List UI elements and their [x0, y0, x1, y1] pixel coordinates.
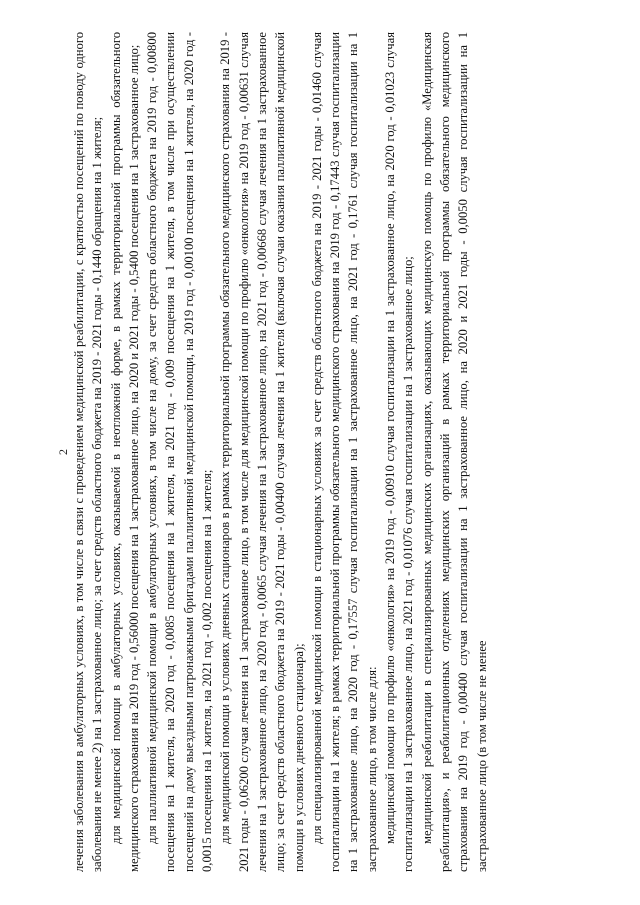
paragraph-7: медицинской реабилитации в специализированных медицинских организациях, оказывающих медицинскую помощь по профилю «Медицинская реабилитация», и реабилитационных отделениях медицинских организаций в рамках территориальной программы обязательного медицинского страхования на 2019 год - 0,00400 случая госпитализации на 1 застрахованное лицо, на 2020 и 2021 годы - 0,0050 случая госпитализации на 1 застрахованное лицо (в том числе не менее [419, 32, 489, 872]
paragraph-3: для паллиативной медицинской помощи в амбулаторных условиях, в том числе на дому, за счет средств областного бюджета на 2019 год - 0,00800 посещения на 1 жителя, на 2020 год - 0,0085 посещения на 1 жителя, на 2021 год - 0,009 посещения на 1 жителя, в том числе при осуществлении посещений на дому выездными патронажными бригадами паллиативной медицинской помощи, на 2019 год - 0,00100 посещения на 1 жителя, на 2020 год - 0,0015 посещения на 1 жителя, на 2021 год - 0,002 посещения на 1 жителя; [145, 32, 215, 872]
body-text [70, 32, 491, 872]
paragraph-5: для специализированной медицинской помощи в стационарных условиях за счет средств областного бюджета на 2019 - 2021 годы - 0,01460 случая госпитализации на 1 жителя; в рамках территориальной программы обязательного медицинского страхования на 2019 год - 0,17443 случая госпитализации на 1 застрахованное лицо, на 2020 год - 0,17557 случая госпитализации на 1 застрахованное лицо, на 2021 год - 0,1761 случая госпитализации на 1 застрахованное лицо, в том числе для: [309, 32, 379, 872]
paragraph-4: для медицинской помощи в условиях дневных стационаров в рамках территориальной программы обязательного медицинского страхования на 2019 - 2021 годы - 0,06200 случая лечения на 1 застрахованное лицо, в том числе для медицинской помощи по профилю «онкология» на 2019 год - 0,00631 случая лечения на 1 застрахованное лицо, на 2020 год - 0,0065 случая лечения на 1 застрахованное лицо, на 2021 год - 0,00668 случая лечения на 1 застрахованное лицо; за счет средств областного бюджета на 2019 - 2021 годы - 0,00400 случая лечения на 1 жителя (включая случаи оказания паллиативной медицинской помощи в условиях дневного стационара); [218, 32, 306, 872]
rotated-text-block [52, 32, 584, 872]
paragraph-2: для медицинской помощи в амбулаторных условиях, оказываемой в неотложной форме, в рамках территориальной программы обязательного медицинского страхования на 2019 год - 0,56000 посещения на 1 застрахованное лицо, на 2020 и 2021 годы - 0,5400 посещения на 1 застрахованное лицо; [108, 32, 141, 872]
page-number: 2 [56, 449, 70, 455]
paragraph-1: лечения заболевания в амбулаторных условиях, в том числе в связи с проведением медицинской реабилитации, с кратностью посещений по поводу одного заболевания не менее 2) на 1 застрахованное лицо; за счет средств областного бюджета на 2019 - 2021 годы - 0,1440 обращения на 1 жителя; [72, 32, 105, 872]
paragraph-6: медицинской помощи по профилю «онкология» на 2019 год - 0,00910 случая госпитализации на 1 застрахованное лицо, на 2020 год - 0,01023 случая госпитализации на 1 застрахованное лицо, на 2021 год - 0,01076 случая госпитализации на 1 застрахованное лицо; [383, 32, 416, 872]
